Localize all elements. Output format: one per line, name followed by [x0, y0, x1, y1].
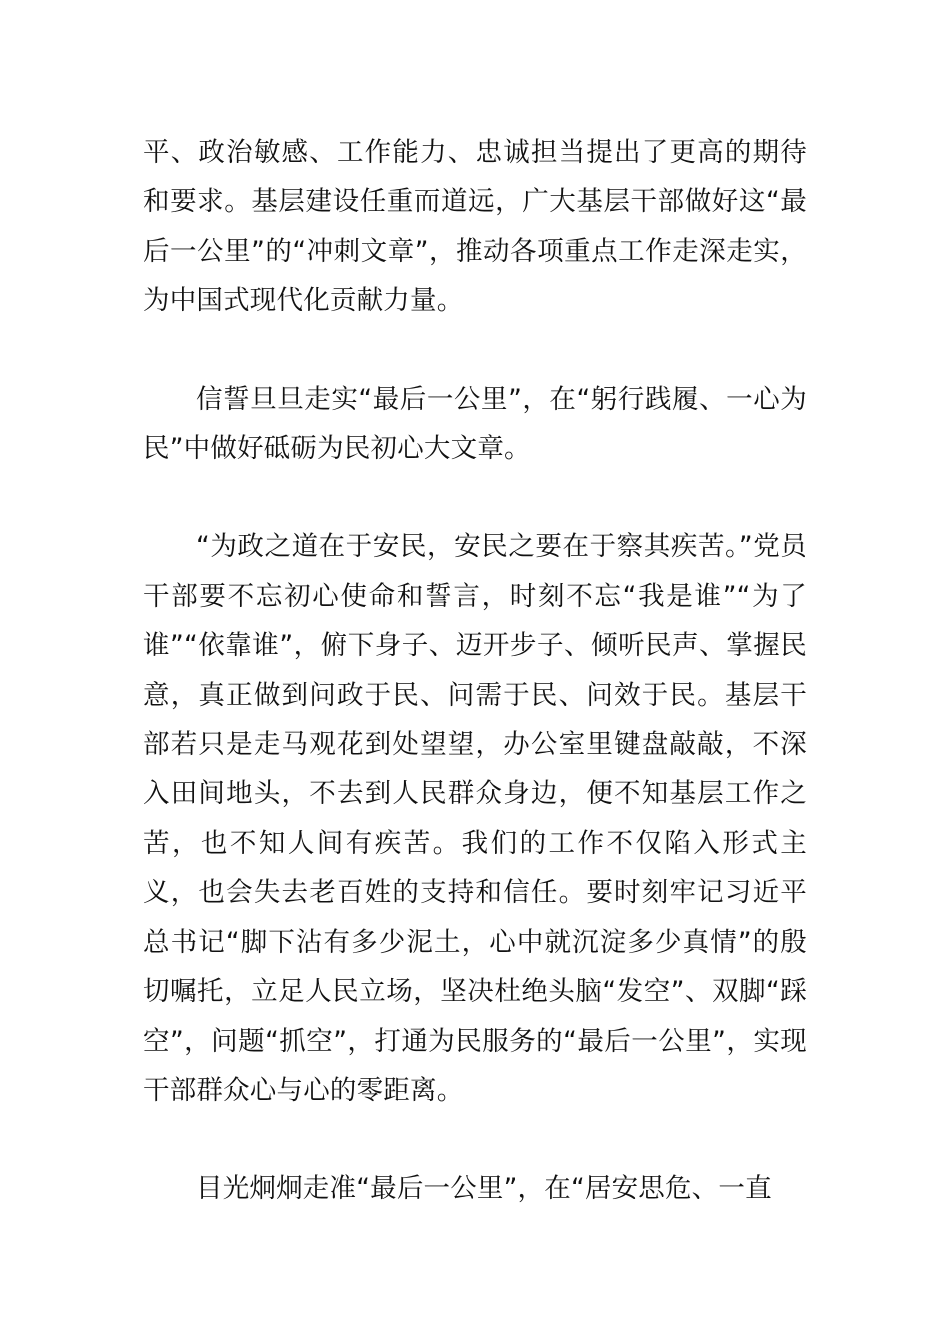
paragraph-body: “为政之道在于安民，安民之要在于察其疾苦。”党员干部要不忘初心使命和誓言，时刻不忘“我是谁”“为了谁”“依靠谁”，俯下身子、迈开步子、倾听民声、掌握民意，真正做到问政于民、问需于民、问效于民。基层干部若只是走马观花到处望望，办公室里键盘敲敲，不深入田间地头，不去到人民群众身边，便不知基层工作之苦，也不知人间有疾苦。我们的工作不仅陷入形式主义，也会失去老百姓的支持和信任。要时刻牢记习近平总书记“脚下沾有多少泥土，心中就沉淀多少真情”的殷切嘱托，立足人民立场，坚决杜绝头脑“发空”、双脚“踩空”，问题“抓空”，打通为民服务的“最后一公里”，实现干部群众心与心的零距离。 — [143, 531, 807, 1106]
document-body — [143, 128, 807, 1214]
paragraph-section-heading-1: 信誓旦旦走实“最后一公里”，在“躬行践履、一心为民”中做好砥砺为民初心大文章。 — [143, 383, 807, 465]
paragraph-section-heading-2: 目光炯炯走准“最后一公里”，在“居安思危、一直 — [196, 1173, 772, 1205]
paragraph-continuation: 平、政治敏感、工作能力、忠诚担当提出了更高的期待和要求。基层建设任重而道远，广大基层干部做好这“最后一公里”的“冲刺文章”，推动各项重点工作走深走实，为中国式现代化贡献力量。 — [143, 137, 807, 317]
